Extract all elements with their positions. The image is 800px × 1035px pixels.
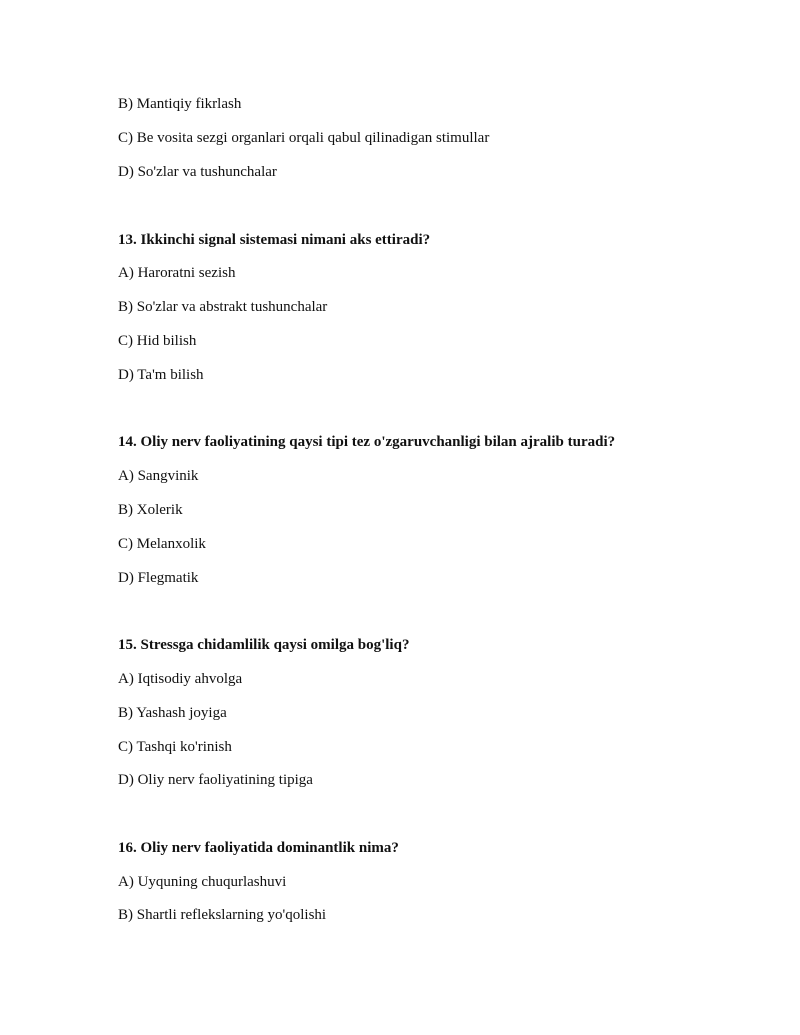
option-16-b: B) Shartli reflekslarning yo'qolishi [118, 907, 327, 923]
question-15: 15. Stressga chidamlilik qaysi omilga bog'liq? [118, 637, 410, 653]
question-14: 14. Oliy nerv faoliyatining qaysi tipi tez o'zgaruvchanligi bilan ajralib turadi? [118, 434, 616, 450]
option-15-d: D) Oliy nerv faoliyatining tipiga [118, 772, 313, 788]
option-12-d: D) So'zlar va tushunchalar [118, 164, 277, 180]
option-15-b: B) Yashash joyiga [118, 705, 227, 721]
option-16-a: A) Uyquning chuqurlashuvi [118, 874, 287, 890]
option-13-c: C) Hid bilish [118, 333, 197, 349]
option-14-a: A) Sangvinik [118, 468, 199, 484]
option-12-c: C) Be vosita sezgi organlari orqali qabul qilinadigan stimullar [118, 130, 490, 146]
option-14-c: C) Melanxolik [118, 536, 206, 552]
question-16: 16. Oliy nerv faoliyatida dominantlik nima? [118, 840, 399, 856]
option-13-a: A) Haroratni sezish [118, 265, 236, 281]
option-15-a: A) Iqtisodiy ahvolga [118, 671, 243, 687]
question-13: 13. Ikkinchi signal sistemasi nimani aks ettiradi? [118, 232, 431, 248]
option-14-d: D) Flegmatik [118, 570, 199, 586]
option-15-c: C) Tashqi ko'rinish [118, 739, 232, 755]
option-13-d: D) Ta'm bilish [118, 367, 204, 383]
option-13-b: B) So'zlar va abstrakt tushunchalar [118, 299, 328, 315]
option-14-b: B) Xolerik [118, 502, 183, 518]
option-12-b: B) Mantiqiy fikrlash [118, 96, 242, 112]
